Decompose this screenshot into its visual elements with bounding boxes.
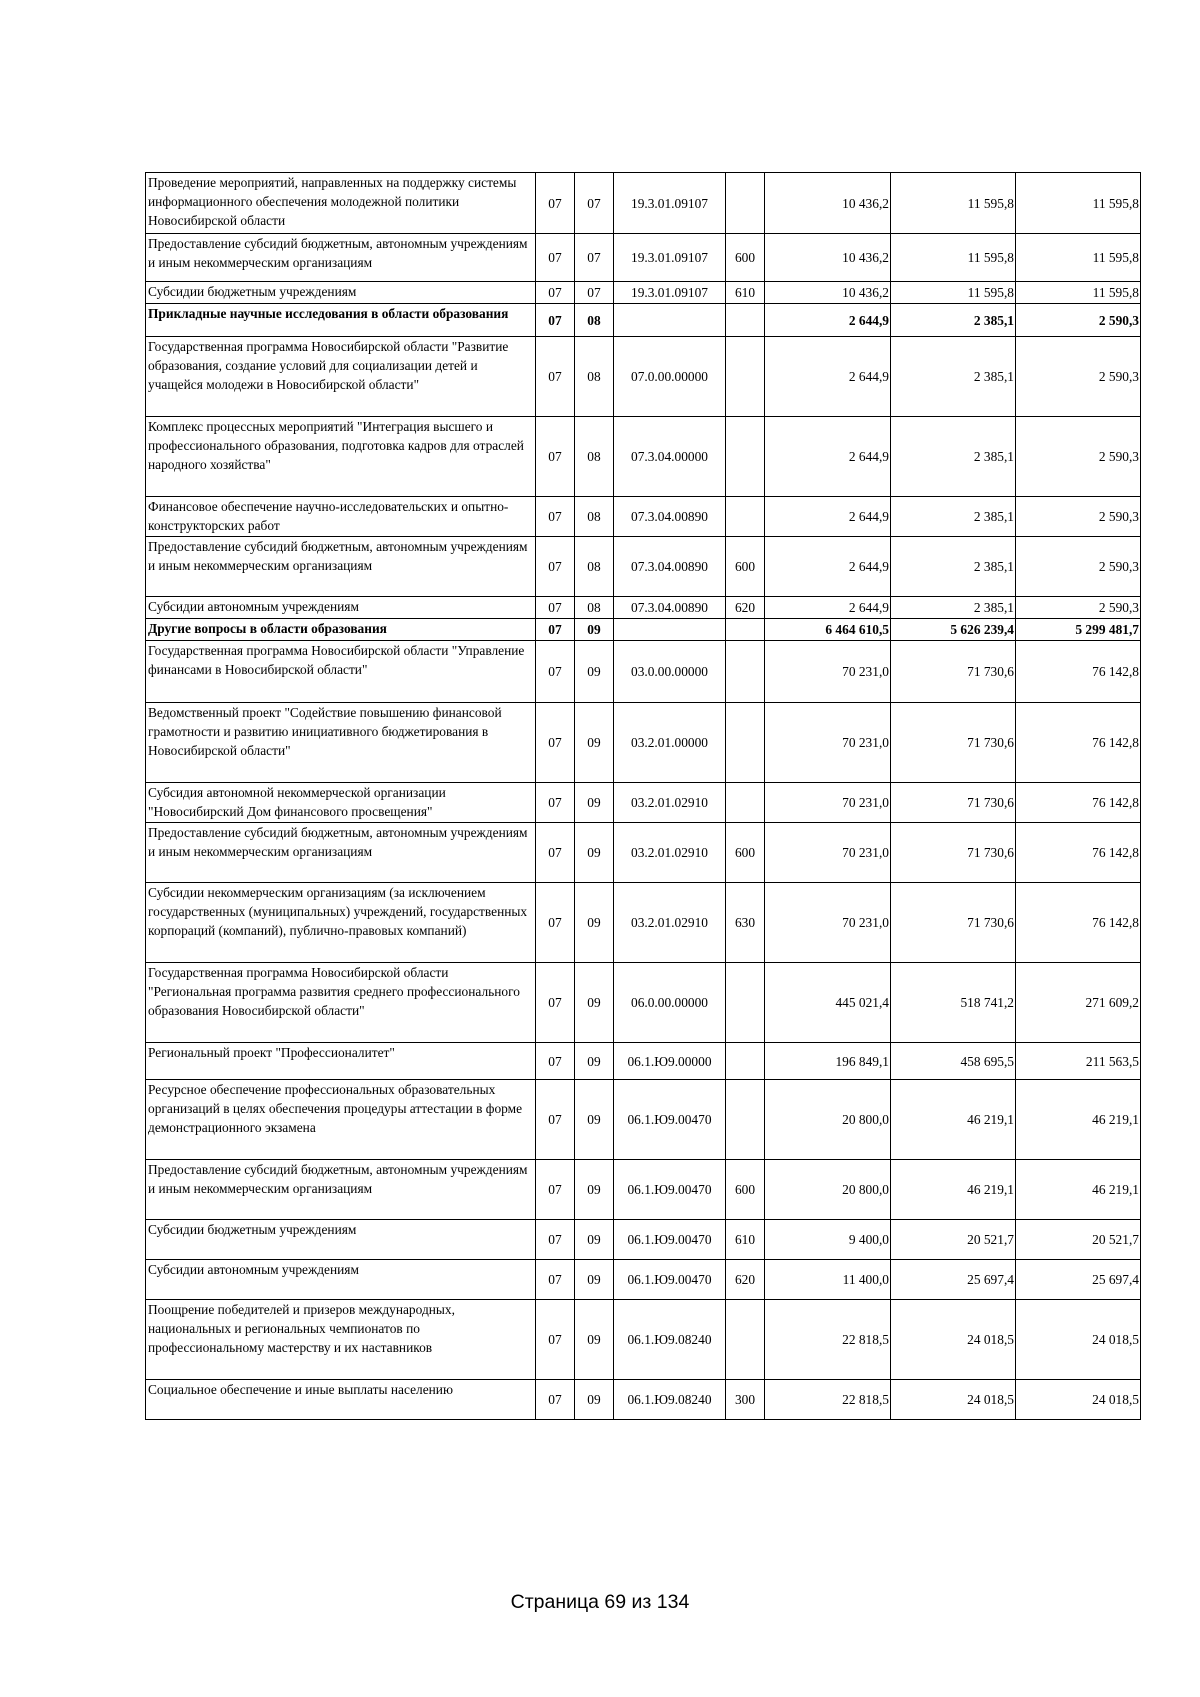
subsection-code-cell: 09 xyxy=(575,1043,614,1080)
amount-year1-cell: 9 400,0 xyxy=(765,1220,891,1260)
amount-year1-cell: 70 231,0 xyxy=(765,883,891,963)
section-code-cell: 07 xyxy=(536,1260,575,1300)
section-code-cell: 07 xyxy=(536,619,575,641)
table-row xyxy=(146,641,1141,703)
page-number: Страница 69 из 134 xyxy=(510,1591,690,1613)
subsection-code-cell: 08 xyxy=(575,537,614,597)
amount-year3-cell: 2 590,3 xyxy=(1016,497,1141,537)
table-row xyxy=(146,497,1141,537)
target-article-cell xyxy=(614,619,726,641)
row-name-cell: Другие вопросы в области образования xyxy=(146,619,536,641)
subsection-code-cell: 07 xyxy=(575,234,614,282)
subsection-code-cell: 09 xyxy=(575,783,614,823)
amount-year1-cell: 11 400,0 xyxy=(765,1260,891,1300)
amount-year3-cell: 76 142,8 xyxy=(1016,883,1141,963)
target-article-cell: 03.2.01.02910 xyxy=(614,883,726,963)
amount-year2-cell: 25 697,4 xyxy=(891,1260,1016,1300)
row-name-cell: Поощрение победителей и призеров международных, национальных и региональных чемпионатов по профессиональному мастерству и их наставников xyxy=(146,1300,536,1380)
amount-year2-cell: 71 730,6 xyxy=(891,641,1016,703)
target-article-cell: 19.3.01.09107 xyxy=(614,282,726,304)
amount-year2-cell: 71 730,6 xyxy=(891,883,1016,963)
table-row xyxy=(146,173,1141,234)
subsection-code-cell: 09 xyxy=(575,1080,614,1160)
section-code-cell: 07 xyxy=(536,537,575,597)
expense-type-cell xyxy=(726,173,765,234)
section-code-cell: 07 xyxy=(536,497,575,537)
row-name-cell: Социальное обеспечение и иные выплаты населению xyxy=(146,1380,536,1420)
section-code-cell: 07 xyxy=(536,1220,575,1260)
table-row xyxy=(146,823,1141,883)
amount-year3-cell: 76 142,8 xyxy=(1016,783,1141,823)
amount-year1-cell: 22 818,5 xyxy=(765,1380,891,1420)
amount-year1-cell: 445 021,4 xyxy=(765,963,891,1043)
table-row xyxy=(146,963,1141,1043)
target-article-cell: 07.0.00.00000 xyxy=(614,337,726,417)
table-row xyxy=(146,1043,1141,1080)
amount-year1-cell: 2 644,9 xyxy=(765,337,891,417)
amount-year3-cell: 20 521,7 xyxy=(1016,1220,1141,1260)
row-name-cell: Государственная программа Новосибирской области "Региональная программа развития среднего профессионального образования Новосибирской области" xyxy=(146,963,536,1043)
target-article-cell: 07.3.04.00000 xyxy=(614,417,726,497)
section-code-cell: 07 xyxy=(536,304,575,337)
table-row xyxy=(146,619,1141,641)
amount-year3-cell: 76 142,8 xyxy=(1016,703,1141,783)
amount-year1-cell: 70 231,0 xyxy=(765,823,891,883)
amount-year2-cell: 2 385,1 xyxy=(891,417,1016,497)
amount-year1-cell: 70 231,0 xyxy=(765,641,891,703)
section-code-cell: 07 xyxy=(536,641,575,703)
section-code-cell: 07 xyxy=(536,1380,575,1420)
section-code-cell: 07 xyxy=(536,1043,575,1080)
table-row xyxy=(146,234,1141,282)
target-article-cell: 03.0.00.00000 xyxy=(614,641,726,703)
subsection-code-cell: 08 xyxy=(575,497,614,537)
target-article-cell: 03.2.01.02910 xyxy=(614,783,726,823)
target-article-cell: 19.3.01.09107 xyxy=(614,173,726,234)
row-name-cell: Субсидии бюджетным учреждениям xyxy=(146,282,536,304)
target-article-cell: 06.1.Ю9.00470 xyxy=(614,1220,726,1260)
table-row xyxy=(146,1220,1141,1260)
row-name-cell: Предоставление субсидий бюджетным, автономным учреждениям и иным некоммерческим организациям xyxy=(146,1160,536,1220)
subsection-code-cell: 08 xyxy=(575,304,614,337)
amount-year3-cell: 2 590,3 xyxy=(1016,337,1141,417)
target-article-cell: 06.0.00.00000 xyxy=(614,963,726,1043)
row-name-cell: Субсидии некоммерческим организациям (за исключением государственных (муниципальных) учреждений, государственных корпораций (компаний), публично-правовых компаний) xyxy=(146,883,536,963)
amount-year2-cell: 518 741,2 xyxy=(891,963,1016,1043)
amount-year1-cell: 2 644,9 xyxy=(765,304,891,337)
row-name-cell: Проведение мероприятий, направленных на поддержку системы информационного обеспечения молодежной политики Новосибирской области xyxy=(146,173,536,234)
target-article-cell: 06.1.Ю9.00470 xyxy=(614,1160,726,1220)
expense-type-cell: 610 xyxy=(726,282,765,304)
amount-year1-cell: 2 644,9 xyxy=(765,537,891,597)
row-name-cell: Ведомственный проект "Содействие повышению финансовой грамотности и развитию инициативного бюджетирования в Новосибирской области" xyxy=(146,703,536,783)
row-name-cell: Предоставление субсидий бюджетным, автономным учреждениям и иным некоммерческим организациям xyxy=(146,823,536,883)
section-code-cell: 07 xyxy=(536,1080,575,1160)
amount-year3-cell: 11 595,8 xyxy=(1016,282,1141,304)
amount-year2-cell: 24 018,5 xyxy=(891,1380,1016,1420)
target-article-cell: 06.1.Ю9.08240 xyxy=(614,1300,726,1380)
amount-year3-cell: 46 219,1 xyxy=(1016,1160,1141,1220)
target-article-cell: 19.3.01.09107 xyxy=(614,234,726,282)
target-article-cell xyxy=(614,304,726,337)
amount-year1-cell: 6 464 610,5 xyxy=(765,619,891,641)
amount-year2-cell: 2 385,1 xyxy=(891,597,1016,619)
section-code-cell: 07 xyxy=(536,783,575,823)
expense-type-cell xyxy=(726,619,765,641)
target-article-cell: 06.1.Ю9.08240 xyxy=(614,1380,726,1420)
amount-year3-cell: 24 018,5 xyxy=(1016,1380,1141,1420)
row-name-cell: Государственная программа Новосибирской области "Развитие образования, создание условий для социализации детей и учащейся молодежи в Новосибирской области" xyxy=(146,337,536,417)
row-name-cell: Комплекс процессных мероприятий "Интеграция высшего и профессионального образования, подготовка кадров для отраслей народного хозяйства" xyxy=(146,417,536,497)
expense-type-cell xyxy=(726,417,765,497)
amount-year2-cell: 2 385,1 xyxy=(891,497,1016,537)
expense-type-cell: 600 xyxy=(726,823,765,883)
amount-year3-cell: 25 697,4 xyxy=(1016,1260,1141,1300)
target-article-cell: 03.2.01.00000 xyxy=(614,703,726,783)
amount-year2-cell: 20 521,7 xyxy=(891,1220,1016,1260)
table-row xyxy=(146,1160,1141,1220)
subsection-code-cell: 09 xyxy=(575,619,614,641)
row-name-cell: Субсидии бюджетным учреждениям xyxy=(146,1220,536,1260)
section-code-cell: 07 xyxy=(536,703,575,783)
expense-type-cell xyxy=(726,497,765,537)
table-row xyxy=(146,1260,1141,1300)
amount-year2-cell: 71 730,6 xyxy=(891,823,1016,883)
amount-year2-cell: 24 018,5 xyxy=(891,1300,1016,1380)
section-code-cell: 07 xyxy=(536,234,575,282)
table-row xyxy=(146,703,1141,783)
expense-type-cell xyxy=(726,1080,765,1160)
subsection-code-cell: 07 xyxy=(575,173,614,234)
subsection-code-cell: 09 xyxy=(575,1300,614,1380)
target-article-cell: 06.1.Ю9.00470 xyxy=(614,1080,726,1160)
amount-year2-cell: 11 595,8 xyxy=(891,234,1016,282)
row-name-cell: Ресурсное обеспечение профессиональных образовательных организаций в целях обеспечения процедуры аттестации в форме демонстрационного экзамена xyxy=(146,1080,536,1160)
subsection-code-cell: 08 xyxy=(575,597,614,619)
table-row xyxy=(146,1080,1141,1160)
expense-type-cell: 600 xyxy=(726,537,765,597)
expense-type-cell xyxy=(726,304,765,337)
subsection-code-cell: 09 xyxy=(575,1260,614,1300)
table-row xyxy=(146,883,1141,963)
row-name-cell: Предоставление субсидий бюджетным, автономным учреждениям и иным некоммерческим организациям xyxy=(146,537,536,597)
amount-year3-cell: 76 142,8 xyxy=(1016,823,1141,883)
subsection-code-cell: 09 xyxy=(575,641,614,703)
subsection-code-cell: 09 xyxy=(575,823,614,883)
amount-year1-cell: 2 644,9 xyxy=(765,417,891,497)
subsection-code-cell: 07 xyxy=(575,282,614,304)
amount-year2-cell: 11 595,8 xyxy=(891,282,1016,304)
table-row xyxy=(146,304,1141,337)
section-code-cell: 07 xyxy=(536,173,575,234)
amount-year3-cell: 2 590,3 xyxy=(1016,304,1141,337)
amount-year2-cell: 2 385,1 xyxy=(891,304,1016,337)
amount-year2-cell: 46 219,1 xyxy=(891,1160,1016,1220)
amount-year1-cell: 10 436,2 xyxy=(765,282,891,304)
subsection-code-cell: 09 xyxy=(575,883,614,963)
target-article-cell: 07.3.04.00890 xyxy=(614,597,726,619)
section-code-cell: 07 xyxy=(536,597,575,619)
row-name-cell: Субсидия автономной некоммерческой организации "Новосибирский Дом финансового просвещения" xyxy=(146,783,536,823)
amount-year2-cell: 71 730,6 xyxy=(891,783,1016,823)
amount-year3-cell: 11 595,8 xyxy=(1016,234,1141,282)
expense-type-cell: 300 xyxy=(726,1380,765,1420)
section-code-cell: 07 xyxy=(536,1300,575,1380)
table-row xyxy=(146,417,1141,497)
amount-year3-cell: 271 609,2 xyxy=(1016,963,1141,1043)
amount-year2-cell: 46 219,1 xyxy=(891,1080,1016,1160)
row-name-cell: Государственная программа Новосибирской области "Управление финансами в Новосибирской области" xyxy=(146,641,536,703)
target-article-cell: 07.3.04.00890 xyxy=(614,537,726,597)
amount-year3-cell: 11 595,8 xyxy=(1016,173,1141,234)
expense-type-cell xyxy=(726,1043,765,1080)
amount-year3-cell: 24 018,5 xyxy=(1016,1300,1141,1380)
expense-type-cell xyxy=(726,337,765,417)
table-row xyxy=(146,597,1141,619)
expense-type-cell xyxy=(726,1300,765,1380)
amount-year1-cell: 2 644,9 xyxy=(765,497,891,537)
subsection-code-cell: 08 xyxy=(575,417,614,497)
amount-year1-cell: 10 436,2 xyxy=(765,234,891,282)
expense-type-cell: 620 xyxy=(726,597,765,619)
section-code-cell: 07 xyxy=(536,1160,575,1220)
target-article-cell: 03.2.01.02910 xyxy=(614,823,726,883)
table-row xyxy=(146,337,1141,417)
target-article-cell: 06.1.Ю9.00000 xyxy=(614,1043,726,1080)
expense-type-cell: 610 xyxy=(726,1220,765,1260)
table-row xyxy=(146,1380,1141,1420)
amount-year3-cell: 46 219,1 xyxy=(1016,1080,1141,1160)
amount-year2-cell: 11 595,8 xyxy=(891,173,1016,234)
expense-type-cell: 600 xyxy=(726,1160,765,1220)
expense-type-cell: 600 xyxy=(726,234,765,282)
section-code-cell: 07 xyxy=(536,282,575,304)
expense-type-cell: 630 xyxy=(726,883,765,963)
section-code-cell: 07 xyxy=(536,337,575,417)
subsection-code-cell: 09 xyxy=(575,1160,614,1220)
amount-year1-cell: 2 644,9 xyxy=(765,597,891,619)
section-code-cell: 07 xyxy=(536,823,575,883)
target-article-cell: 06.1.Ю9.00470 xyxy=(614,1260,726,1300)
expense-type-cell xyxy=(726,963,765,1043)
row-name-cell: Субсидии автономным учреждениям xyxy=(146,597,536,619)
amount-year1-cell: 20 800,0 xyxy=(765,1080,891,1160)
row-name-cell: Региональный проект "Профессионалитет" xyxy=(146,1043,536,1080)
table-row xyxy=(146,282,1141,304)
row-name-cell: Субсидии автономным учреждениям xyxy=(146,1260,536,1300)
amount-year3-cell: 76 142,8 xyxy=(1016,641,1141,703)
amount-year3-cell: 2 590,3 xyxy=(1016,597,1141,619)
amount-year3-cell: 2 590,3 xyxy=(1016,417,1141,497)
budget-table xyxy=(145,172,1141,1420)
amount-year1-cell: 70 231,0 xyxy=(765,703,891,783)
row-name-cell: Предоставление субсидий бюджетным, автономным учреждениям и иным некоммерческим организациям xyxy=(146,234,536,282)
section-code-cell: 07 xyxy=(536,963,575,1043)
expense-type-cell xyxy=(726,703,765,783)
subsection-code-cell: 09 xyxy=(575,703,614,783)
table-row xyxy=(146,783,1141,823)
expense-type-cell xyxy=(726,783,765,823)
amount-year2-cell: 2 385,1 xyxy=(891,337,1016,417)
amount-year3-cell: 211 563,5 xyxy=(1016,1043,1141,1080)
amount-year3-cell: 5 299 481,7 xyxy=(1016,619,1141,641)
target-article-cell: 07.3.04.00890 xyxy=(614,497,726,537)
expense-type-cell xyxy=(726,641,765,703)
amount-year1-cell: 22 818,5 xyxy=(765,1300,891,1380)
amount-year2-cell: 458 695,5 xyxy=(891,1043,1016,1080)
table-row xyxy=(146,1300,1141,1380)
amount-year1-cell: 70 231,0 xyxy=(765,783,891,823)
expense-type-cell: 620 xyxy=(726,1260,765,1300)
row-name-cell: Прикладные научные исследования в области образования xyxy=(146,304,536,337)
amount-year1-cell: 10 436,2 xyxy=(765,173,891,234)
subsection-code-cell: 09 xyxy=(575,1380,614,1420)
subsection-code-cell: 09 xyxy=(575,963,614,1043)
section-code-cell: 07 xyxy=(536,417,575,497)
amount-year2-cell: 5 626 239,4 xyxy=(891,619,1016,641)
amount-year1-cell: 20 800,0 xyxy=(765,1160,891,1220)
section-code-cell: 07 xyxy=(536,883,575,963)
table-row xyxy=(146,537,1141,597)
subsection-code-cell: 09 xyxy=(575,1220,614,1260)
amount-year1-cell: 196 849,1 xyxy=(765,1043,891,1080)
amount-year2-cell: 71 730,6 xyxy=(891,703,1016,783)
row-name-cell: Финансовое обеспечение научно-исследовательских и опытно-конструкторских работ xyxy=(146,497,536,537)
table-body xyxy=(146,173,1141,1420)
subsection-code-cell: 08 xyxy=(575,337,614,417)
amount-year3-cell: 2 590,3 xyxy=(1016,537,1141,597)
amount-year2-cell: 2 385,1 xyxy=(891,537,1016,597)
